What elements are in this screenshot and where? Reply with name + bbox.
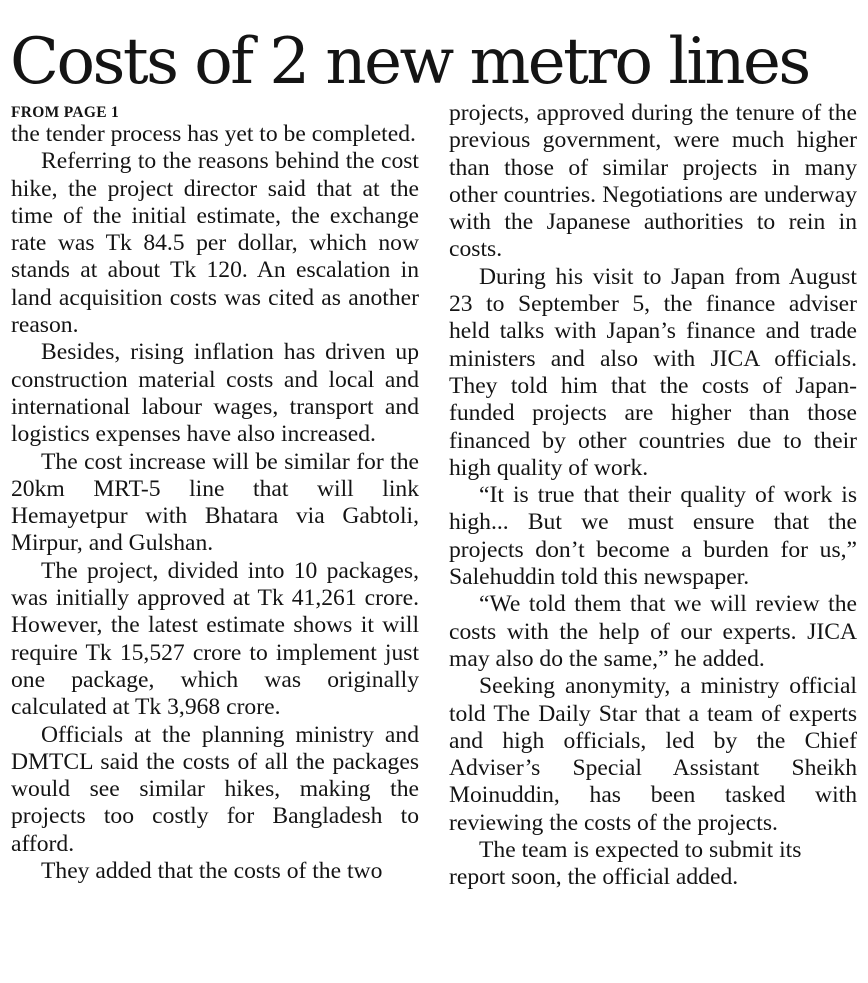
paragraph: They added that the costs of the two — [41, 858, 383, 885]
paragraph: The project, divided into 10 packages, was initially approved at Tk 41,261 crore. However, the latest estimate shows it will require Tk 15,527 crore to implement just one package, which was originally calculated at Tk 3,968 crore. — [11, 557, 419, 721]
paragraph: Besides, rising inflation has driven up construction material costs and local and international labour wages, transport and logistics expenses have also increased. — [11, 339, 419, 448]
headline: Costs of 2 new metro lines — [10, 25, 809, 99]
paragraph: Referring to the reasons behind the cost hike, the project director said that at the time of the initial estimate, the exchange rate was Tk 84.5 per dollar, which now stands at about Tk 120. An escalation in land acquisition costs was cited as another reason. — [11, 148, 419, 339]
continuation-kicker: FROM PAGE 1 — [11, 104, 120, 121]
paragraph: Seeking anonymity, a ministry official told The Daily Star that a team of experts and high officials, led by the Chief Adviser’s Special Assistant Sheikh Moinuddin, has been tasked with reviewing the costs of the projects. — [449, 673, 857, 836]
article-column-left — [11, 100, 419, 885]
paragraph: Officials at the planning ministry and DMTCL said the costs of all the packages would see similar hikes, making the projects too costly for Bangladesh to afford. — [11, 721, 419, 857]
paragraph: The team is expected to submit its report soon, the official added. — [449, 837, 802, 891]
paragraph: During his visit to Japan from August 23 to September 5, the finance adviser held talks with Japan’s finance and trade ministers and also with JICA officials. They told him that the costs of Japan-funded projects are higher than those financed by other countries due to their high quality of work. — [449, 263, 857, 481]
article-column-right — [449, 100, 857, 892]
paragraph: projects, approved during the tenure of the previous government, were much higher than those of similar projects in many other countries. Negotiations are underway with the Japanese authorities to rein in costs. — [449, 100, 857, 263]
paragraph: “It is true that their quality of work is high... But we must ensure that the projects don’t become a burden for us,” Salehuddin told this newspaper. — [449, 482, 857, 591]
paragraph: “We told them that we will review the costs with the help of our experts. JICA may also do the same,” he added. — [449, 591, 857, 672]
paragraph: The cost increase will be similar for the 20km MRT-5 line that will link Hemayetpur with Bhatara via Gabtoli, Mirpur, and Gulshan. — [11, 448, 419, 557]
paragraph: the tender process has yet to be completed. — [11, 121, 416, 147]
